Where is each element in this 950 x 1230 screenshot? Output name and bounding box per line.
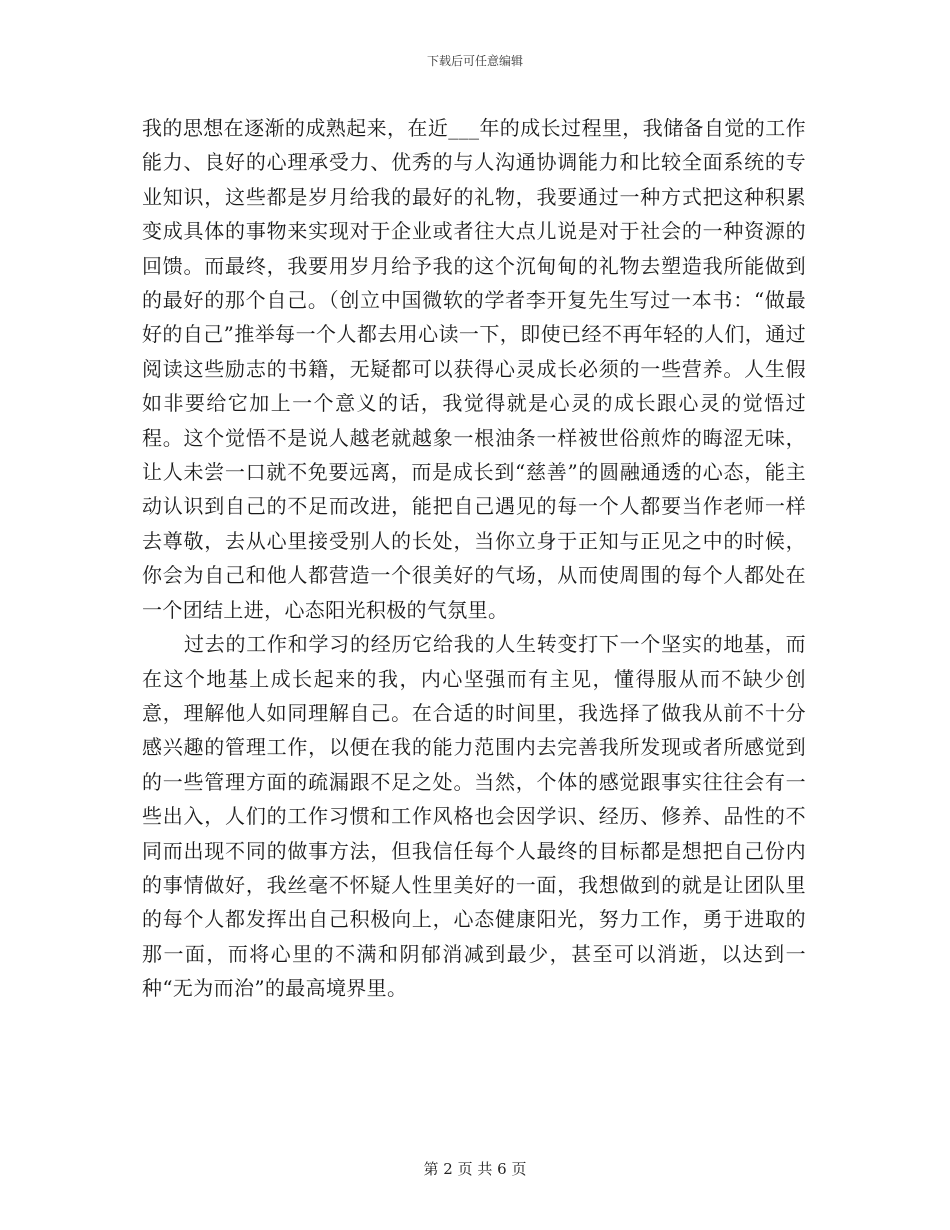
paragraph-2: 过去的工作和学习的经历它给我的人生转变打下一个坚实的地基，而在这个地基上成长起来的我，内心坚强而有主见，懂得服从而不缺少创意，理解他人如同理解自己。在合适的时间里，我选择了做我从前不十分感兴趣的管理工作，以便在我的能力范围内去完善我所发现或者所感觉到的一些管理方面的疏漏跟不足之处。当然，个体的感觉跟事实往往会有一些出入，人们的工作习惯和工作风格也会因学识、经历、修养、品性的不同而出现不同的做事方法，但我信任每个人最终的目标都是想把自己份内的事情做好，我丝毫不怀疑人性里美好的一面，我想做到的就是让团队里的每个人都发挥出自己积极向上，心态健康阳光，努力工作，勇于进取的那一面，而将心里的不满和阴郁消减到最少，甚至可以消逝，以达到一种“无为而治”的最高境界里。 (142, 632, 806, 1001)
document-body (142, 111, 806, 1006)
page-footer: 第 2 页 共 6 页 (423, 1160, 527, 1178)
paragraph-1: 我的思想在逐渐的成熟起来，在近___年的成长过程里，我储备自觉的工作能力、良好的心理承受力、优秀的与人沟通协调能力和比较全面系统的专业知识，这些都是岁月给我的最好的礼物，我要通过一种方式把这种积累变成具体的事物来实现对于企业或者往大点儿说是对于社会的一种资源的回馈。而最终，我要用岁月给予我的这个沉甸甸的礼物去塑造我所能做到的最好的那个自己。（创立中国微软的学者李开复先生写过一本书：“做最好的自己”推举每一个人都去用心读一下，即使已经不再年轻的人们，通过阅读这些励志的书籍，无疑都可以获得心灵成长必须的一些营养。人生假如非要给它加上一个意义的话，我觉得就是心灵的成长跟心灵的觉悟过程。这个觉悟不是说人越老就越象一根油条一样被世俗煎炸的晦涩无味，让人未尝一口就不免要远离，而是成长到“慈善”的圆融通透的心态，能主动认识到自己的不足而改进，能把自己遇见的每一个人都要当作老师一样去尊敬，去从心里接受别人的长处，当你立身于正知与正见之中的时候，你会为自己和他人都营造一个很美好的气场，从而使周围的每个人都处在一个团结上进，心态阳光积极的气氛里。 (142, 116, 806, 622)
page-header: 下载后可任意编辑 (426, 54, 523, 68)
